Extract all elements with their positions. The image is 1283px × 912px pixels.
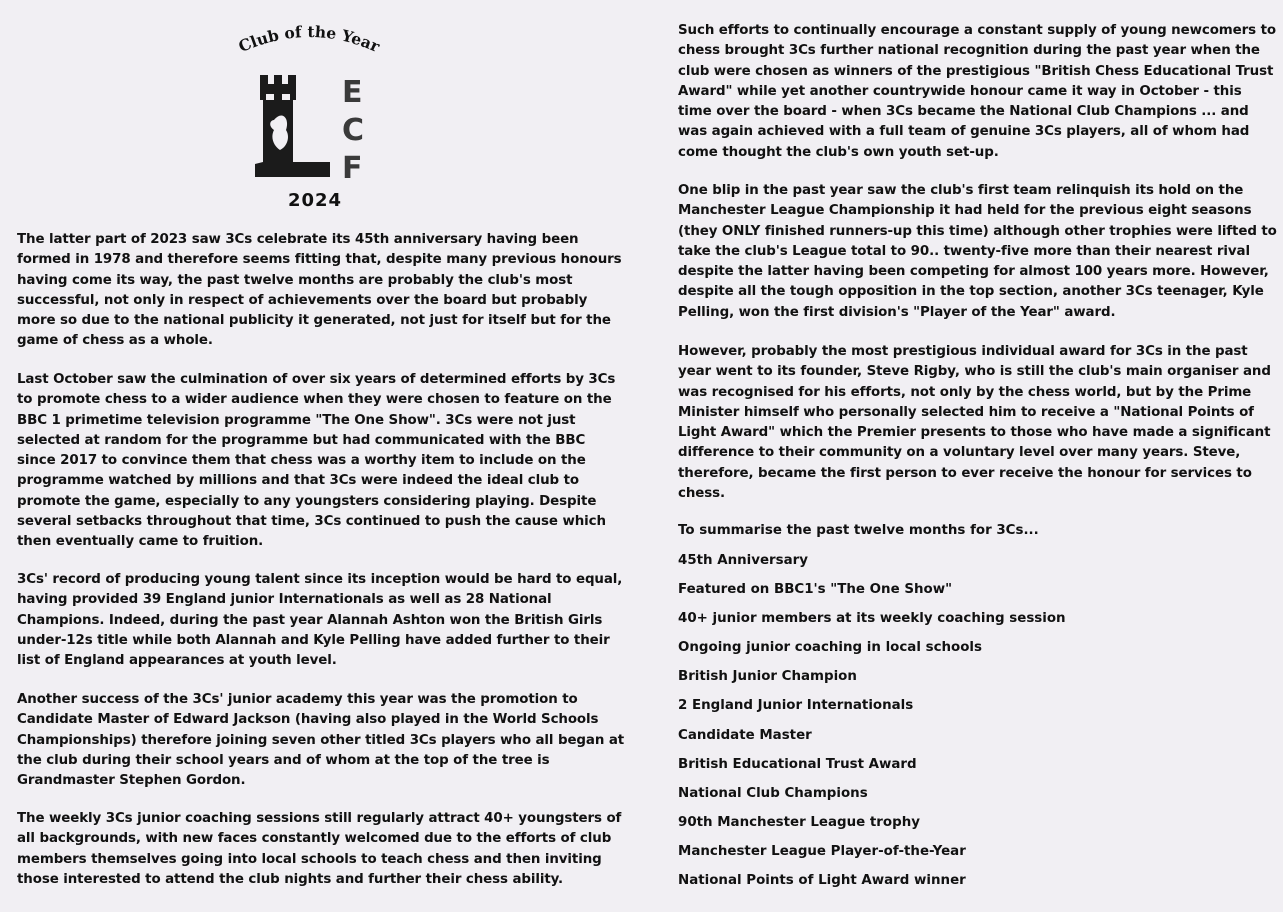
- right-paragraph-points-of-light: However, probably the most prestigious individual award for 3Cs in the past year went to its founder, Steve Rigby, who is still the club's main organiser and was recognised for his efforts, not only by the chess world, but by the Prime Minister himself who personally selected him to receive a "National Points of Light Award" which the Premier presents to those who have made a significant difference to their community on a voluntary level over many years. Steve, therefore, became the first person to ever receive the honour for services to chess.: [678, 344, 1271, 502]
- summary-item: British Educational Trust Award: [678, 757, 917, 772]
- ecf-emblem: [230, 22, 390, 192]
- logo-letter-c: C: [342, 113, 365, 148]
- rook-icon: [255, 75, 330, 177]
- summary-item: 2 England Junior Internationals: [678, 698, 914, 713]
- left-paragraph-candidate-master: Another success of the 3Cs' junior academy this year was the promotion to Candidate Master of Edward Jackson (having also played in the World Schools Championships) therefore joining seven other titled 3Cs players who all began at the club during their school years and of whom at the top of the tree is Grandmaster Stephen Gordon.: [17, 692, 625, 789]
- summary-item: 40+ junior members at its weekly coaching session: [678, 611, 1066, 626]
- summary-item: National Points of Light Award winner: [678, 873, 966, 888]
- left-paragraph-coaching: The weekly 3Cs junior coaching sessions still regularly attract 40+ youngsters of all backgrounds, with new faces constantly welcomed due to the efforts of club members themselves going into local schools to teach chess and then inviting those interested to attend the club nights and further their chess ability.: [17, 811, 622, 887]
- summary-item: Candidate Master: [678, 728, 812, 743]
- summary-item: Manchester League Player-of-the-Year: [678, 844, 966, 859]
- logo-year: 2024: [287, 190, 343, 211]
- summary-item: British Junior Champion: [678, 669, 857, 684]
- summary-item: National Club Champions: [678, 786, 868, 801]
- logo-letter-f: F: [342, 151, 363, 186]
- left-paragraph-anniversary: The latter part of 2023 saw 3Cs celebrate its 45th anniversary having been formed in 1978 and therefore seems fitting that, despite many previous honours having come its way, the past twelve months are probably the club's most successful, not only in respect of achievements over the board but probably more so due to the national publicity it generated, not just for itself but for the game of chess as a whole.: [17, 232, 622, 349]
- right-paragraph-league: One blip in the past year saw the club's first team relinquish its hold on the Manchester League Championship it had held for the previous eight seasons (they ONLY finished runners-up this time) although other trophies were lifted to take the club's League total to 90.. twenty-five more than their nearest rival despite the latter having been competing for almost 100 years more. However, despite all the tough opposition in the top section, another 3Cs teenager, Kyle Pelling, won the first division's "Player of the Year" award.: [678, 183, 1277, 320]
- summary-item: 90th Manchester League trophy: [678, 815, 920, 830]
- logo-caption: Club of the Year: [235, 22, 383, 57]
- summary-item: Ongoing junior coaching in local schools: [678, 640, 982, 655]
- ecf-club-of-the-year-logo: [230, 22, 390, 212]
- logo-letter-e: E: [342, 75, 363, 110]
- left-paragraph-young-talent: 3Cs' record of producing young talent since its inception would be hard to equal, having provided 39 England junior Internationals as well as 28 National Champions. Indeed, during the past year Alannah Ashton won the British Girls under-12s title while both Alannah and Kyle Pelling have added further to their list of England appearances at youth level.: [17, 572, 623, 669]
- summary-item: 45th Anniversary: [678, 553, 809, 568]
- right-paragraph-recognition: Such efforts to continually encourage a constant supply of young newcomers to chess brought 3Cs further national recognition during the past year when the club were chosen as winners of the prestigious "British Chess Educational Trust Award" while yet another countrywide honour came it way in October - this time over the board - when 3Cs became the National Club Champions ... and was again achieved with a full team of genuine 3Cs players, all of whom had come thought the club's own youth set-up.: [678, 23, 1276, 160]
- summary-item: Featured on BBC1's "The One Show": [678, 582, 953, 597]
- left-paragraph-one-show: Last October saw the culmination of over six years of determined efforts by 3Cs to promote chess to a wider audience when they were chosen to feature on the BBC 1 primetime television programme "The One Show". 3Cs were not just selected at random for the programme but had communicated with the BBC since 2017 to convince them that chess was a worthy item to include on the programme watched by millions and that 3Cs were indeed the ideal club to promote the game, especially to any youngsters considering playing. Despite several setbacks throughout that time, 3Cs continued to push the cause which then eventually came to fruition.: [17, 372, 616, 550]
- summary-heading: To summarise the past twelve months for 3Cs...: [678, 523, 1039, 538]
